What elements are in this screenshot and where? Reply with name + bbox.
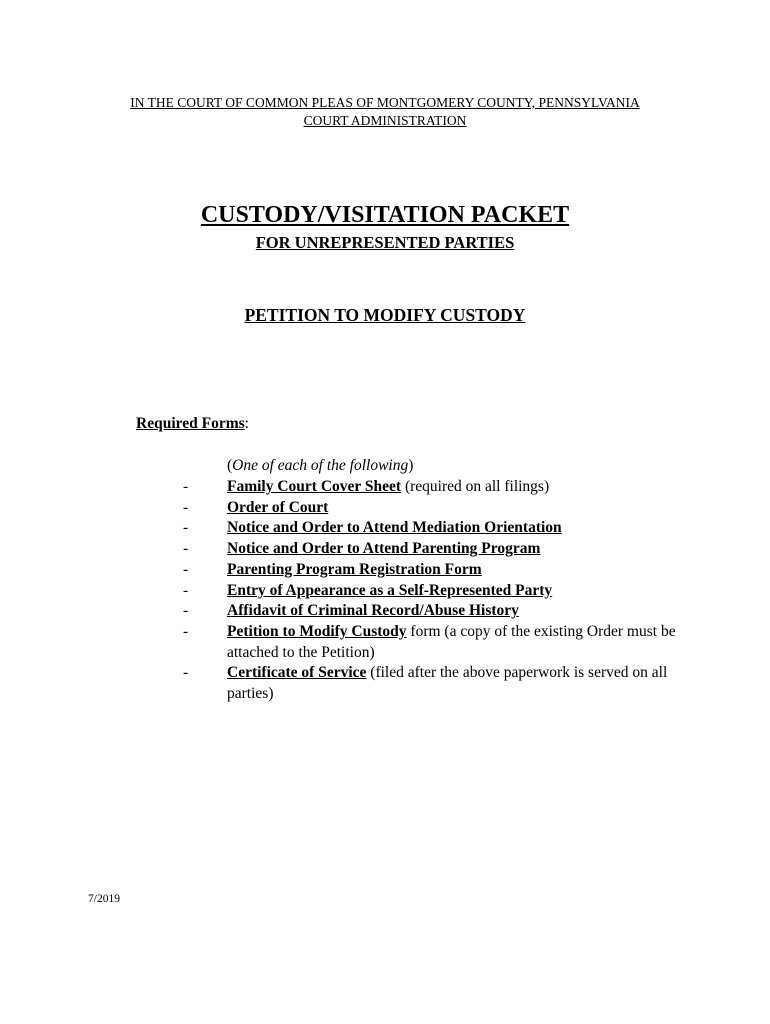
list-item bbox=[0, 539, 687, 560]
form-name: Certificate of Service bbox=[227, 664, 367, 682]
form-name: Parenting Program Registration Form bbox=[227, 560, 482, 578]
form-name: Order of Court bbox=[227, 498, 329, 516]
court-department: COURT ADMINISTRATION bbox=[303, 113, 467, 128]
list-item bbox=[0, 601, 687, 622]
list-item bbox=[0, 498, 687, 519]
list-dash: - bbox=[183, 602, 189, 620]
required-forms-list bbox=[0, 477, 770, 705]
list-item bbox=[0, 581, 687, 602]
intro-text: One of each of the following bbox=[232, 457, 409, 474]
form-note: (required on all filings) bbox=[401, 478, 550, 495]
form-name: Family Court Cover Sheet bbox=[227, 478, 402, 495]
form-note: (filed after the above paperwork is served on all parties) bbox=[227, 664, 668, 703]
required-forms-heading bbox=[136, 414, 249, 434]
petition-title: PETITION TO MODIFY CUSTODY bbox=[244, 305, 526, 325]
court-name: IN THE COURT OF COMMON PLEAS OF MONTGOMERY COUNTY, PENNSYLVANIA bbox=[130, 95, 640, 110]
form-note: form (a copy of the existing Order must be attached to the Petition) bbox=[227, 622, 676, 661]
form-name: Notice and Order to Attend Parenting Program bbox=[227, 540, 541, 558]
list-item bbox=[0, 622, 687, 663]
packet-subtitle: FOR UNREPRESENTED PARTIES bbox=[255, 233, 515, 252]
form-name: Petition to Modify Custody bbox=[227, 622, 407, 640]
list-item bbox=[0, 663, 687, 704]
packet-title: CUSTODY/VISITATION PACKET bbox=[200, 202, 570, 228]
intro-open-paren: ( bbox=[227, 457, 233, 474]
form-name: Entry of Appearance as a Self-Represented Party bbox=[227, 581, 553, 599]
required-forms-label: Required Forms bbox=[136, 415, 245, 432]
list-dash: - bbox=[183, 498, 189, 516]
list-item bbox=[0, 477, 687, 498]
list-dash: - bbox=[183, 478, 189, 495]
list-item bbox=[0, 560, 687, 581]
list-dash: - bbox=[183, 581, 189, 599]
list-dash: - bbox=[183, 519, 189, 537]
list-dash: - bbox=[183, 622, 189, 640]
form-name: Notice and Order to Attend Mediation Orientation bbox=[227, 519, 562, 537]
list-dash: - bbox=[183, 540, 189, 558]
list-dash: - bbox=[183, 664, 189, 682]
court-header bbox=[0, 94, 770, 130]
form-name: Affidavit of Criminal Record/Abuse History bbox=[227, 602, 519, 620]
list-item bbox=[0, 518, 687, 539]
required-forms-colon: : bbox=[244, 415, 249, 432]
revision-date: 7/2019 bbox=[88, 893, 120, 905]
intro-close-paren: ) bbox=[408, 457, 414, 474]
list-dash: - bbox=[183, 560, 189, 578]
forms-intro bbox=[227, 456, 413, 477]
